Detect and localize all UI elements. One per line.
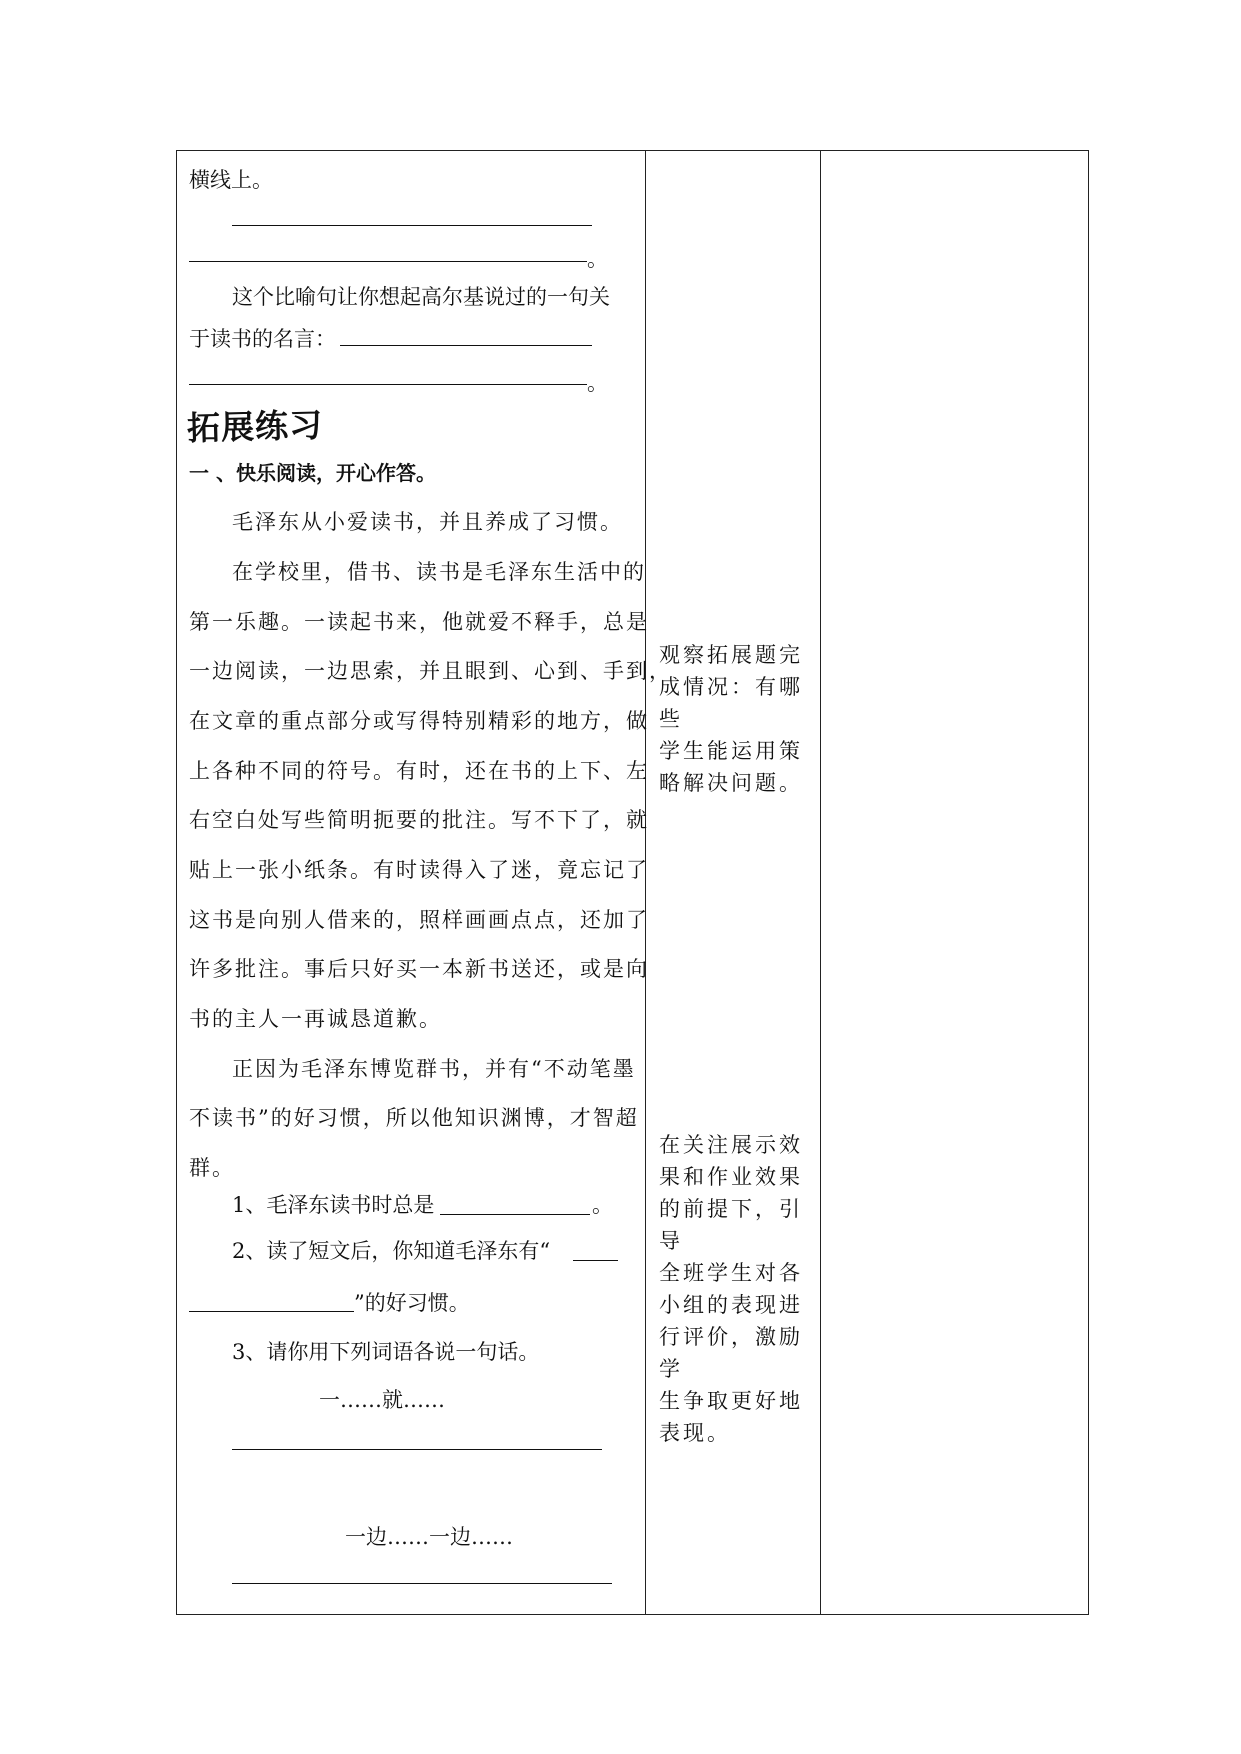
passage-line: 这书是向别人借来的，照样画画点点，还加了 (189, 908, 649, 932)
note-line: 小组的表现进 (659, 1293, 803, 1317)
word-pair-1: 一……就…… (319, 1388, 445, 1412)
period-mark: 。 (587, 371, 608, 395)
answer-line (189, 1311, 354, 1312)
note-line: 表现。 (659, 1421, 731, 1445)
passage-line: 在学校里，借书、读书是毛泽东生活中的 (232, 560, 646, 584)
passage-line: 不读书”的好习惯，所以他知识渊博，才智超 (189, 1106, 639, 1130)
answer-line (232, 225, 592, 226)
question-3: 3、请你用下列词语各说一句话。 (232, 1340, 540, 1364)
empty-column-cell (823, 151, 1088, 1614)
note-line: 在关注展示效 (659, 1133, 803, 1157)
note-line: 果和作业效果 (659, 1165, 803, 1189)
note-line: 成情况：有哪些 (659, 675, 803, 731)
note-line: 生争取更好地 (659, 1389, 803, 1413)
passage-line: 一边阅读，一边思索，并且眼到、心到、手到， (189, 659, 672, 683)
note-line: 行评价，激励学 (659, 1325, 803, 1381)
gorky-question-line2: 于读书的名言： (189, 327, 336, 351)
passage-line: 群。 (189, 1156, 235, 1180)
section-heading: 拓展练习 (186, 405, 324, 448)
period-mark: 。 (592, 1193, 613, 1217)
note-line: 观察拓展题完 (659, 643, 803, 667)
exercise-cell (177, 151, 672, 1614)
passage-line: 第一乐趣。一读起书来，他就爱不释手，总是 (189, 610, 649, 634)
passage-line: 贴上一张小纸条。有时读得入了迷，竟忘记了 (189, 858, 649, 882)
passage-line: 右空白处写些简明扼要的批注。写不下了，就 (189, 808, 649, 832)
answer-line (340, 345, 592, 346)
question-1: 1、毛泽东读书时总是 (232, 1193, 435, 1217)
question-2-ending: ”的好习惯。 (354, 1291, 470, 1315)
section-title: 一 、快乐阅读，开心作答。 (189, 461, 436, 485)
gorky-question-line1: 这个比喻句让你想起高尔基说过的一句关 (232, 285, 610, 309)
note-line: 的前提下，引导 (659, 1197, 803, 1253)
passage-line: 书的主人一再诚恳道歉。 (189, 1007, 442, 1031)
teacher-notes-cell (647, 151, 823, 1614)
passage-line: 许多批注。事后只好买一本新书送还，或是向 (189, 957, 649, 981)
answer-line (189, 261, 587, 262)
answer-line (189, 384, 587, 385)
answer-line (440, 1214, 590, 1215)
period-mark: 。 (587, 247, 608, 271)
passage-line: 毛泽东从小爱读书，并且养成了习惯。 (232, 510, 623, 534)
passage-line: 上各种不同的符号。有时，还在书的上下、左 (189, 759, 649, 783)
note-line: 略解决问题。 (659, 771, 803, 795)
passage-line: 正因为毛泽东博览群书，并有“不动笔墨 (232, 1057, 636, 1081)
answer-line (232, 1449, 602, 1450)
word-pair-2: 一边……一边…… (345, 1525, 513, 1549)
answer-line (573, 1260, 618, 1261)
passage-line: 在文章的重点部分或写得特别精彩的地方，做 (189, 709, 649, 733)
note-line: 学生能运用策 (659, 739, 803, 763)
note-line: 全班学生对各 (659, 1261, 803, 1285)
answer-line (232, 1583, 612, 1584)
lesson-table (176, 150, 1089, 1615)
question-2: 2、读了短文后，你知道毛泽东有“ (232, 1239, 551, 1263)
observation-note (659, 639, 823, 799)
evaluation-note (659, 1129, 823, 1449)
continued-text: 横线上。 (189, 168, 273, 192)
